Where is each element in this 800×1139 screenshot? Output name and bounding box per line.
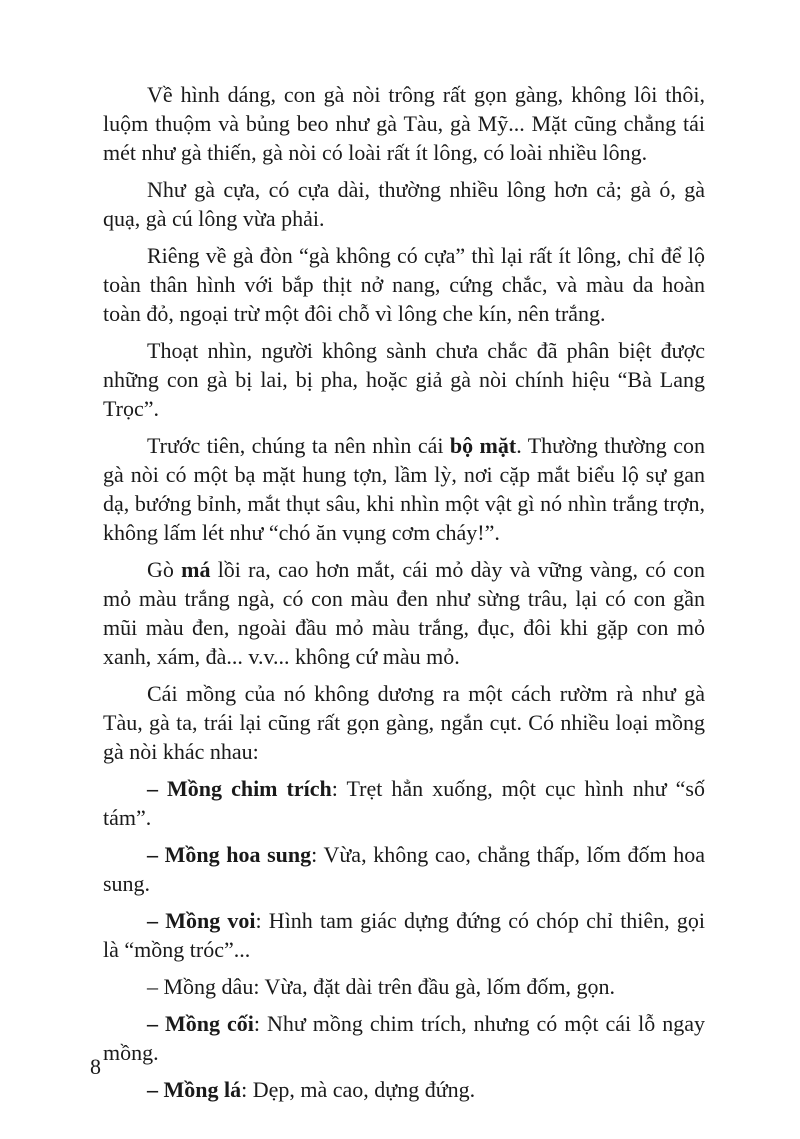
- page-number: 8: [90, 1054, 101, 1079]
- paragraph: [103, 555, 705, 671]
- paragraph: [103, 431, 705, 547]
- paragraph: [103, 840, 705, 898]
- paragraph: [103, 241, 705, 328]
- paragraph: [103, 336, 705, 423]
- paragraph: [103, 80, 705, 167]
- paragraph-text: Trước tiên, chúng ta nên nhìn cái: [147, 433, 450, 458]
- bold-term: – Mồng hoa sung: [147, 842, 312, 867]
- paragraph: [103, 1075, 705, 1104]
- paragraph: [103, 774, 705, 832]
- paragraph-text: Riêng về gà đòn “gà không có cựa” thì lại rất ít lông, chỉ để lộ toàn thân hình với bắp thịt nở nang, cứng chắc, và màu da hoàn toàn đỏ, ngoại trừ một đôi chỗ vì lông che kín, nên trắng.: [103, 243, 705, 326]
- paragraph-text: Về hình dáng, con gà nòi trông rất gọn gàng, không lôi thôi, luộm thuộm và bủng beo như gà Tàu, gà Mỹ... Mặt cũng chẳng tái mét như gà thiến, gà nòi có loài rất ít lông, có loài nhiều lông.: [103, 82, 705, 165]
- bold-term: – Mồng chim trích: [147, 776, 332, 801]
- paragraph: [103, 679, 705, 766]
- paragraph: [103, 175, 705, 233]
- paragraph-text: : Trẹt hẳn xuống, một cục hình như “số tám”.: [103, 776, 705, 830]
- paragraph-text: – Mồng dâu: Vừa, đặt dài trên đầu gà, lốm đốm, gọn.: [147, 974, 615, 999]
- paragraph-text: : Hình tam giác dựng đứng có chóp chỉ thiên, gọi là “mồng tróc”...: [103, 908, 705, 962]
- paragraph-text: Như gà cựa, có cựa dài, thường nhiều lông hơn cả; gà ó, gà quạ, gà cú lông vừa phải.: [103, 177, 705, 231]
- body-text: [103, 80, 705, 1104]
- paragraph-text: Cái mồng của nó không dương ra một cách rườm rà như gà Tàu, gà ta, trái lại cũng rất gọn gàng, ngắn cụt. Có nhiều loại mồng gà nòi khác nhau:: [103, 681, 705, 764]
- paragraph-text: : Vừa, không cao, chẳng thấp, lốm đốm hoa sung.: [103, 842, 705, 896]
- bold-term: – Mồng lá: [147, 1077, 242, 1102]
- bold-term: – Mồng voi: [147, 908, 256, 933]
- paragraph: [103, 972, 705, 1001]
- paragraph-text: . Thường thường con gà nòi có một bạ mặt hung tợn, lầm lỳ, nơi cặp mắt biểu lộ sự gan dạ, bướng bỉnh, mắt thụt sâu, khi nhìn một vật gì nó nhìn trắng trợn, không lấm lét như “chó ăn vụng cơm cháy!”.: [103, 433, 705, 545]
- paragraph: [103, 906, 705, 964]
- paragraph-text: : Dẹp, mà cao, dựng đứng.: [241, 1077, 476, 1102]
- bold-term: má: [181, 557, 211, 582]
- paragraph-text: Gò: [147, 557, 182, 582]
- paragraph-text: : Như mồng chim trích, nhưng có một cái lỗ ngay mồng.: [103, 1011, 705, 1065]
- paragraph: [103, 1009, 705, 1067]
- bold-term: – Mồng cối: [147, 1011, 254, 1036]
- paragraph-text: Thoạt nhìn, người không sành chưa chắc đã phân biệt được những con gà bị lai, bị pha, hoặc giả gà nòi chính hiệu “Bà Lang Trọc”.: [103, 338, 705, 421]
- paragraph-text: lồi ra, cao hơn mắt, cái mỏ dày và vững vàng, có con mỏ màu trắng ngà, có con màu đen như sừng trâu, lại có con gần mũi màu đen, ngoài đầu mỏ màu trắng, đục, đôi khi gặp con mỏ xanh, xám, đà... v.v... không cứ màu mỏ.: [103, 557, 705, 669]
- bold-term: bộ mặt: [449, 433, 517, 458]
